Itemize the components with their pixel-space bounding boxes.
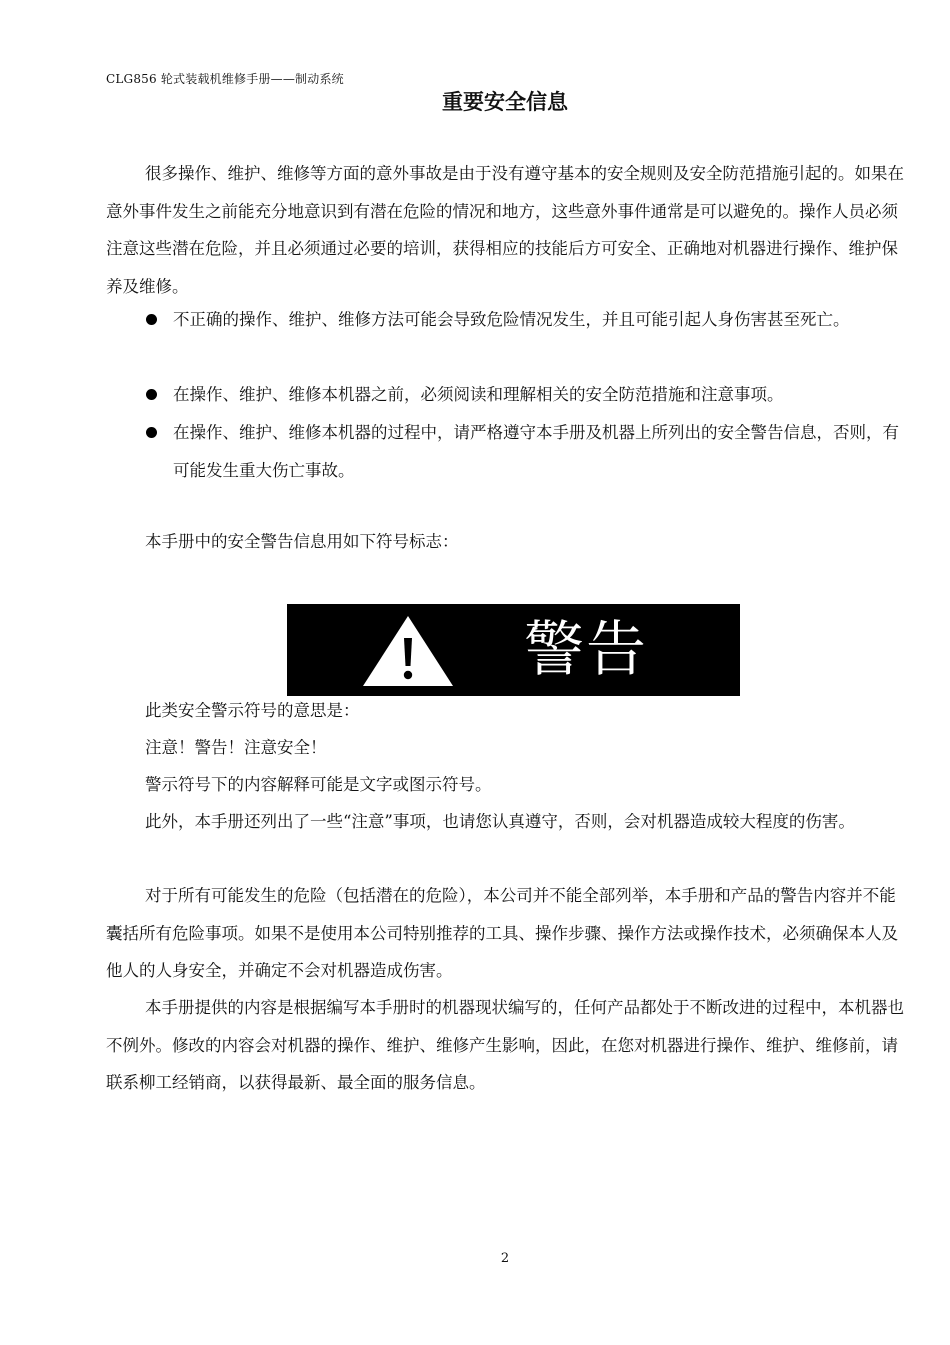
bullet-item [146,376,908,414]
update-paragraph: 本手册提供的内容是根据编写本手册时的机器现状编写的，任何产品都处于不断改进的过程中，本机器也不例外。修改的内容会对机器的操作、维护、维修产生影响，因此，在您对机器进行操作、维护、维修前，请联系柳工经销商，以获得最新、最全面的服务信息。 [106,998,904,1092]
warning-label: 警告 [524,615,648,685]
risk-paragraph: 对于所有可能发生的危险（包括潜在的危险），本公司并不能全部列举，本手册和产品的警告内容并不能囊括所有危险事项。如果不是使用本公司特别推荐的工具、操作步骤、操作方法或操作技术，必须确保本人及他人的人身安全，并确定不会对机器造成伤害。 [106,886,898,980]
symbol-meaning-intro: 此类安全警示符号的意思是： [145,701,360,720]
symbol-intro-text: 本手册中的安全警告信息用如下符号标志： [145,532,459,551]
bullet-dot-icon [146,427,157,438]
bullet-text: 不正确的操作、维护、维修方法可能会导致危险情况发生，并且可能引起人身伤害甚至死亡。 [173,310,850,329]
notice-paragraph: 此外，本手册还列出了一些“注意”事项，也请您认真遵守，否则，会对机器造成较大程度的伤害。 [145,812,855,831]
page-title: 重要安全信息 [442,90,568,114]
bullet-text: 在操作、维护、维修本机器的过程中，请严格遵守本手册及机器上所列出的安全警告信息，否则，有可能发生重大伤亡事故。 [173,423,899,480]
page-number: 2 [500,1251,510,1266]
bullet-item [146,301,908,339]
bullet-item [146,414,908,489]
warning-banner [287,604,740,696]
bullet-dot-icon [146,389,157,400]
bullet-dot-icon [146,314,157,325]
bullet-text: 在操作、维护、维修本机器之前，必须阅读和理解相关的安全防范措施和注意事项。 [173,385,784,404]
symbol-explanation: 警示符号下的内容解释可能是文字或图示符号。 [145,775,492,794]
symbol-meaning: 注意！警告！注意安全！ [145,738,327,757]
warning-triangle-exclamation-icon [361,614,455,688]
running-header: CLG856 轮式装载机维修手册——制动系统 [106,72,344,86]
intro-paragraph: 很多操作、维护、维修等方面的意外事故是由于没有遵守基本的安全规则及安全防范措施引起的。如果在意外事件发生之前能充分地意识到有潜在危险的情况和地方，这些意外事件通常是可以避免的。操作人员必须注意这些潜在危险，并且必须通过必要的培训，获得相应的技能后方可安全、正确地对机器进行操作、维护保养及维修。 [106,164,904,296]
